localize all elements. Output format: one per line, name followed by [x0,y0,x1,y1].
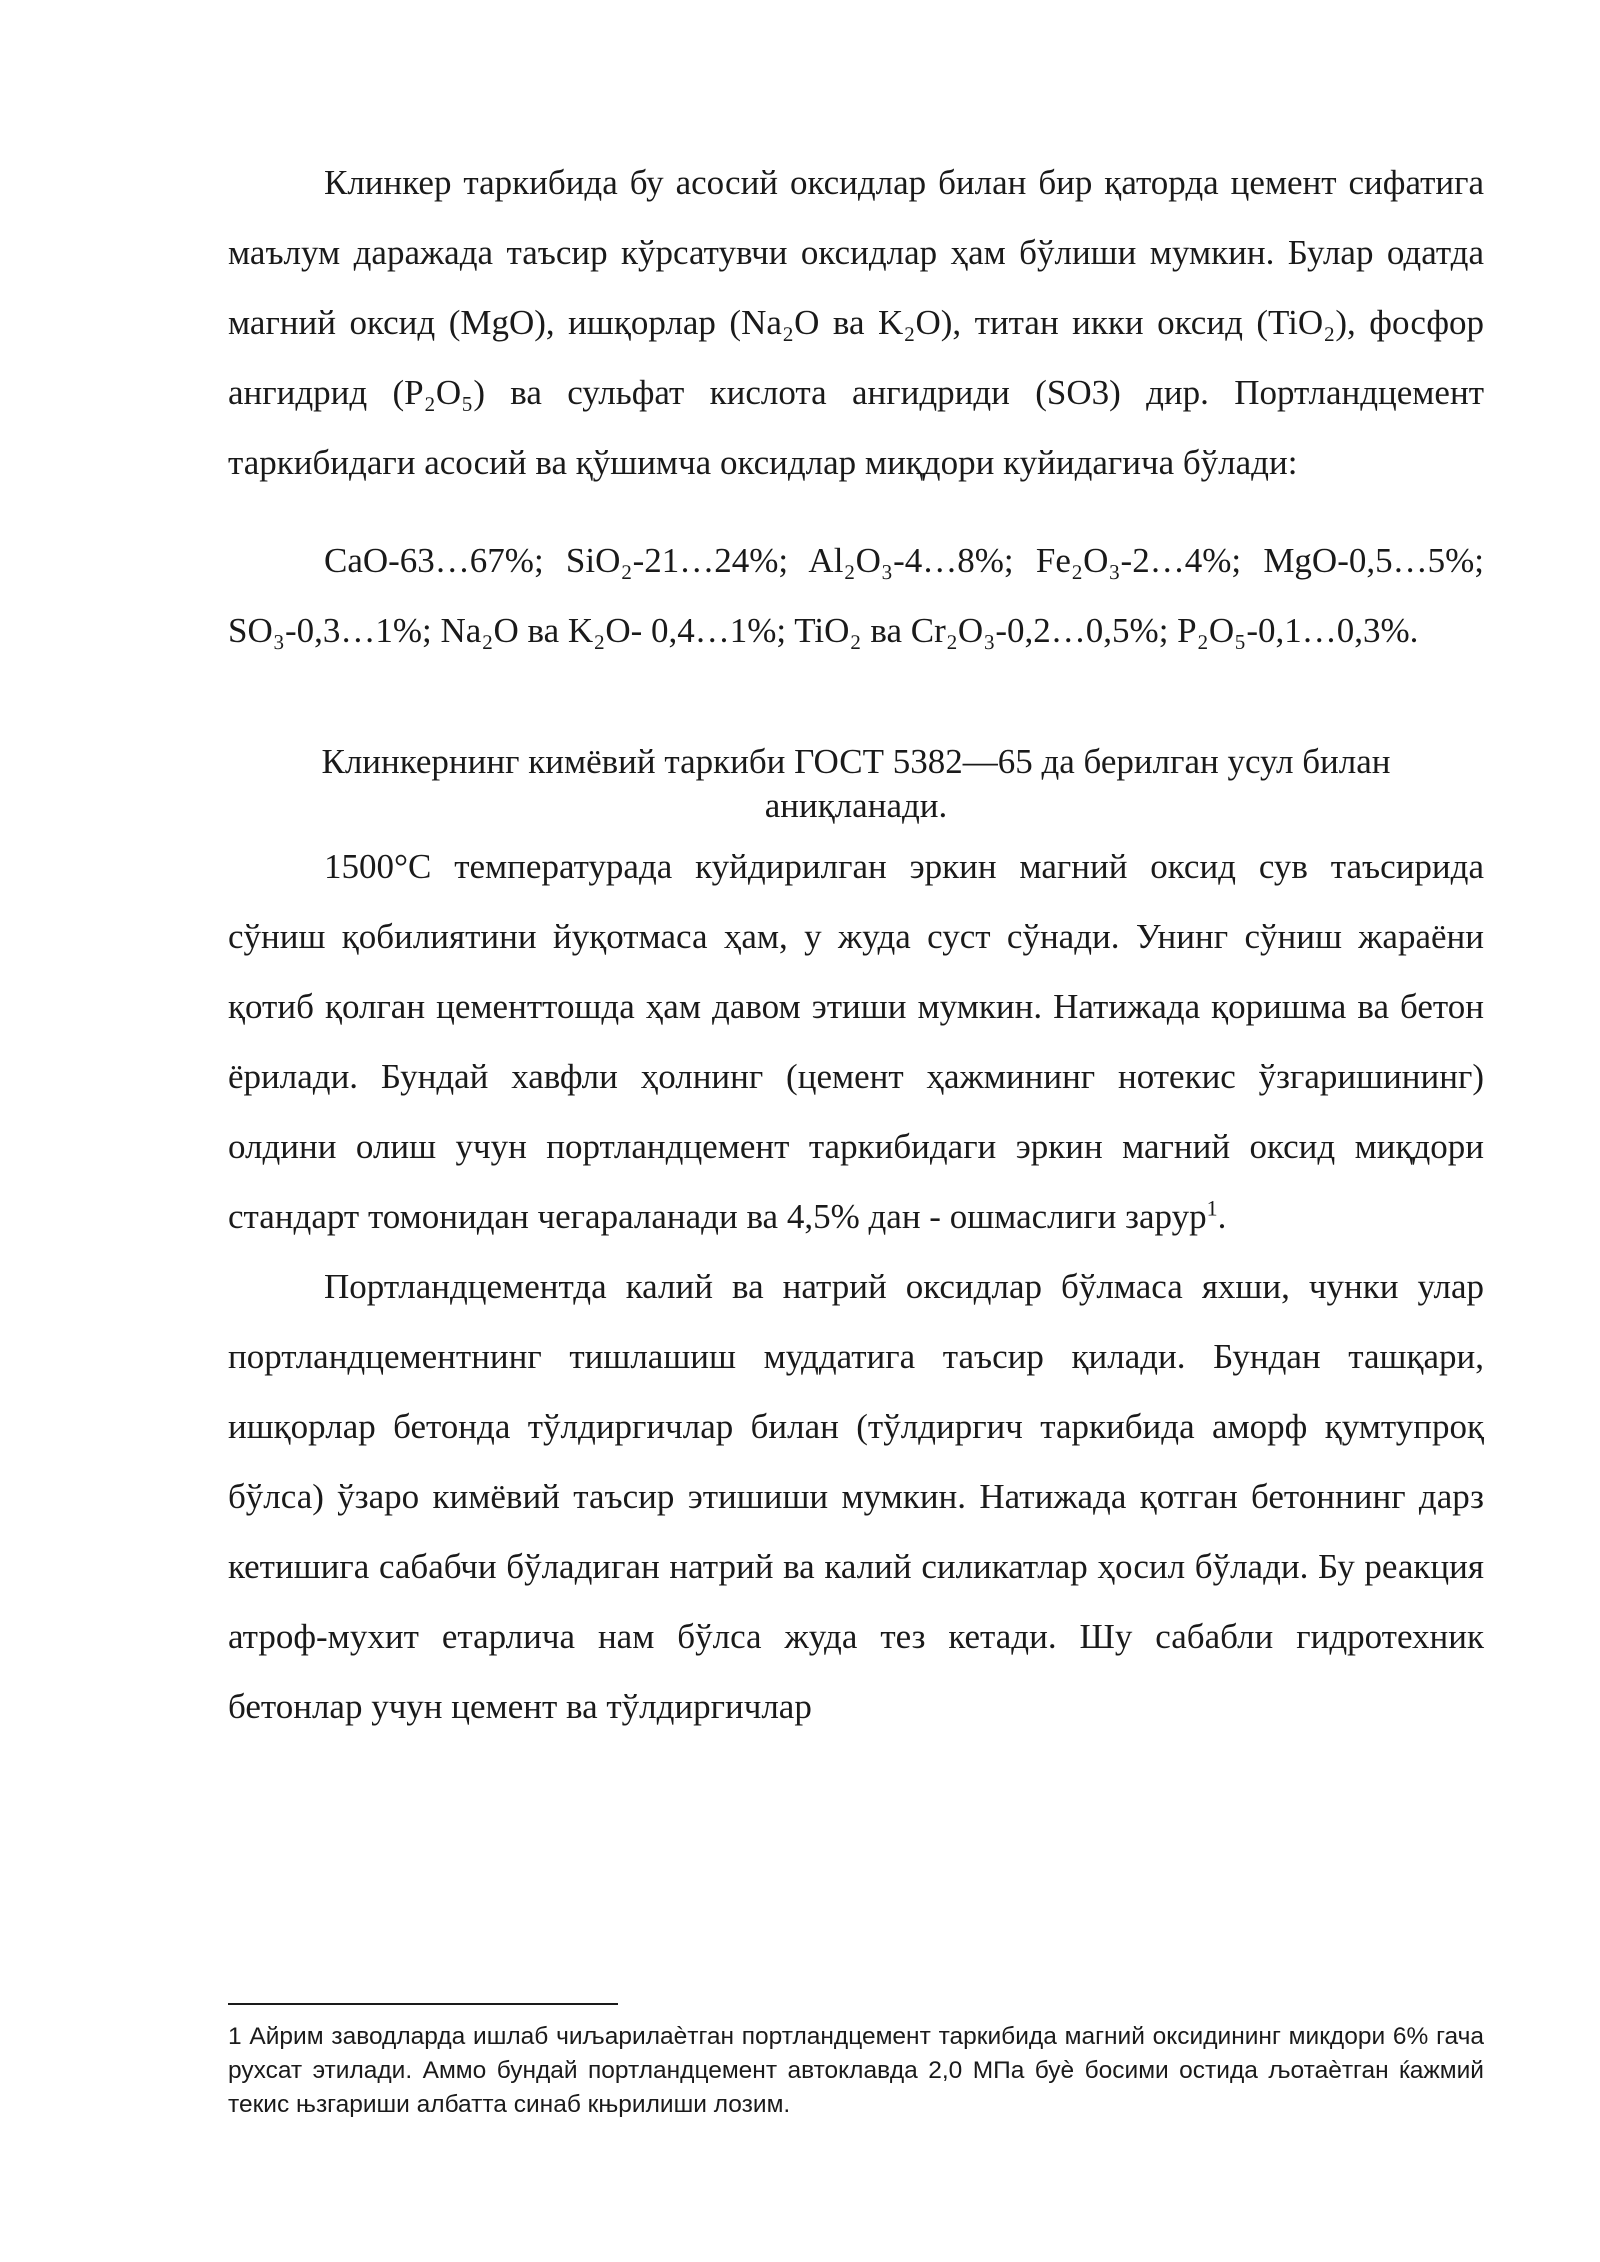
paragraph-oxides-intro: Клинкер таркибида бу асосий оксидлар билан бир қаторда цемент сифатига маълум даражада таъсир кўрсатувчи оксидлар ҳам бўлиши мумкин. Булар одатда магний оксид (MgO), ишқорлар (Na₂O ва K₂O), титан икки оксид (TiO₂), фосфор ангидрид (P₂O₅) ва сульфат кислота ангидриди (SO3) дир. Портландцемент таркибидаги асосий ва қўшимча оксидлар миқдори куйидагича бўлади: [228,163,1484,482]
paragraph-magnesium-oxide [228,832,1484,1252]
footnote-text: 1 Айрим заводларда ишлаб чиљарилаѐтган портландцемент таркибида магний оксидининг микдори 6% гача рухсат этилади. Аммо бундай портландцемент автоклавда 2,0 МПа буѐ босими остида љотаѐтган ќажмий текис њзгариши албатта синаб књрилиши лозим. [228,2023,1484,2118]
footnote-reference[interactable]: 1 [1206,1195,1218,1221]
document-page [228,148,1484,1742]
section-caption: Клинкернинг кимёвий таркиби ГОСТ 5382—65 да берилган усул билан аниқланади. [321,742,1391,825]
paragraph-magnesium-oxide-text: 1500°С температурада куйдирилган эркин магний оксид сув таъсирида сўниш қобилиятини йуқотмаса ҳам, у жуда суст сўнади. Унинг сўниш жараёни қотиб қолган цементтошда ҳам давом этиши мумкин. Натижада қоришма ва бетон ёрилади. Бундай хавфли ҳолнинг (цемент ҳажмининг нотекис ўзгаришининг) олдини олиш учун портландцемент таркибидаги эркин магний оксид миқдори стандарт томонидан чегараланади ва 4,5% дан - ошмаслиги зарур [228,847,1484,1236]
footnote-separator [228,2003,618,2005]
paragraph-alkali-oxides: Портландцементда калий ва натрий оксидлар бўлмаса яхши, чунки улар портландцементнинг тишлашиш муддатига таъсир қилади. Бундан ташқари, ишқорлар бетонда тўлдиргичлар билан (тўлдиргич таркибида аморф қумтупроқ бўлса) ўзаро кимёвий таъсир этишиши мумкин. Натижада қотган бетоннинг дарз кетишига сабабчи бўладиган натрий ва калий силикатлар ҳосил бўлади. Бу реакция атроф-мухит етарлича нам бўлса жуда тез кетади. Шу сабабли гидротехник бетонлар учун цемент ва тўлдиргичлар [228,1267,1484,1726]
paragraph-magnesium-oxide-end: . [1217,1197,1227,1236]
oxide-composition-formula: CaO-63…67%; SiO₂-21…24%; Al₂O₃-4…8%; Fe₂O₃-2…4%; MgO-0,5…5%; SO₃-0,3…1%; Na₂O ва K₂O- 0,4…1%; TiO₂ ва Cr₂O₃-0,2…0,5%; P₂O₅-0,1…0,3%. [228,541,1484,650]
